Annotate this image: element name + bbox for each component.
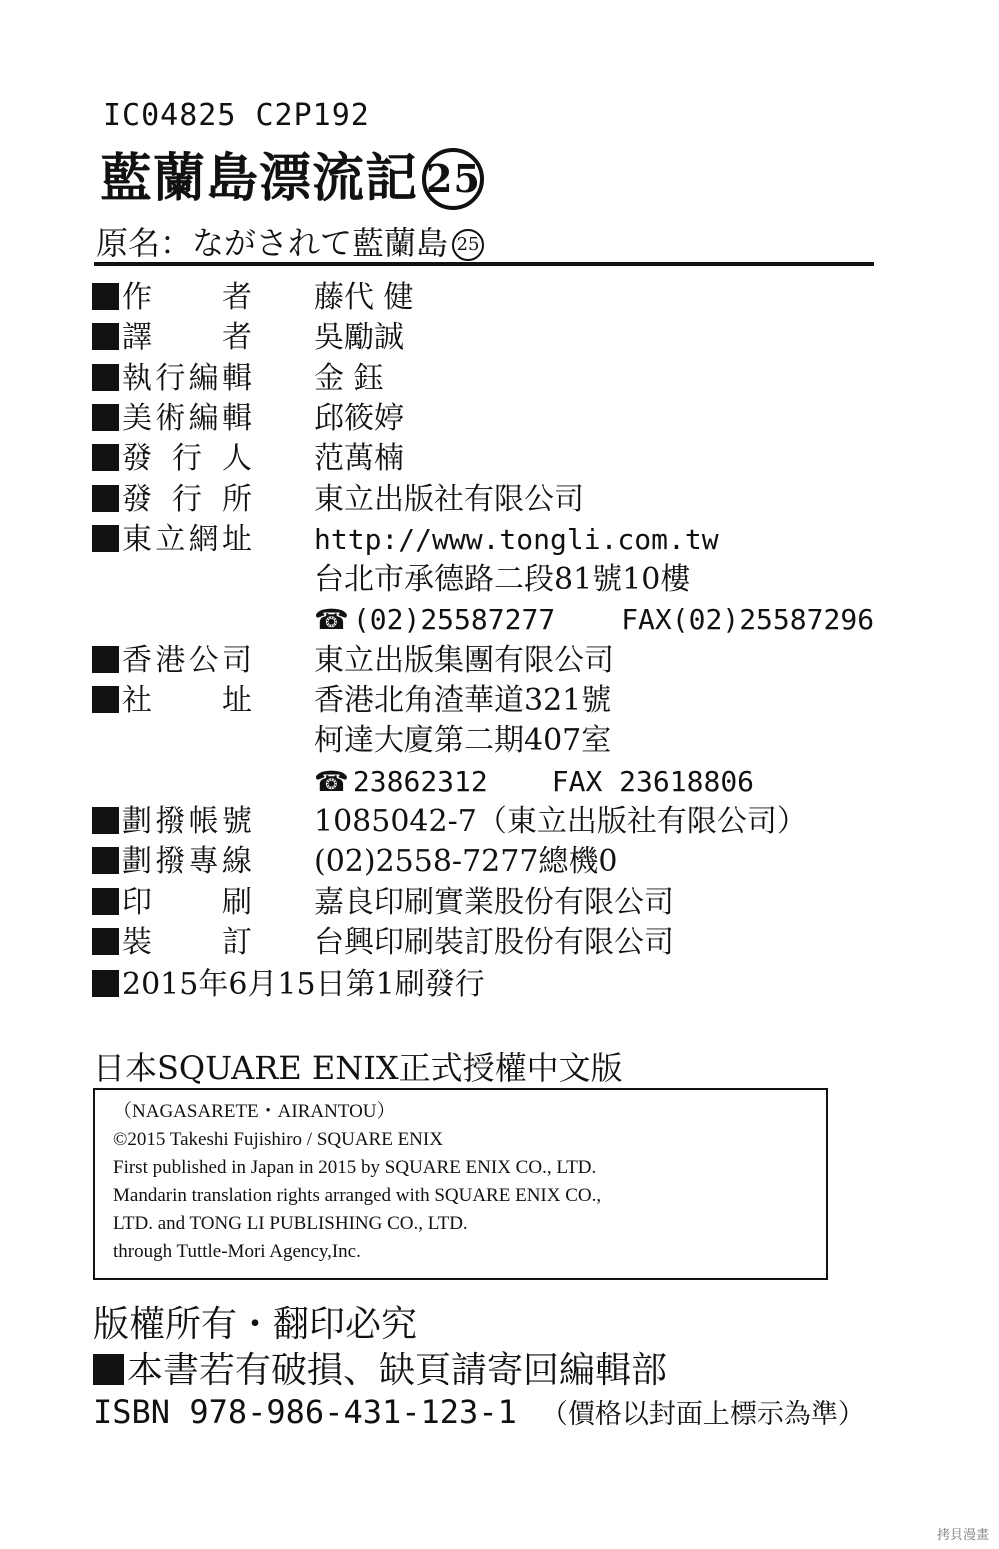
credit-label: 美術編輯	[122, 400, 252, 436]
copyright-lines	[113, 1098, 601, 1266]
phone-number: 23862312	[352, 764, 488, 798]
credit-value: 台北市承德路二段81號10樓	[314, 562, 691, 598]
square-bullet-icon	[92, 323, 119, 350]
credit-label: 劃撥專線	[122, 844, 252, 880]
credit-label: 印刷	[122, 884, 252, 920]
square-bullet-icon	[92, 364, 119, 391]
square-bullet-icon	[92, 970, 119, 997]
credit-row	[92, 681, 612, 721]
credit-value	[314, 600, 874, 640]
credit-label: 發行人	[122, 441, 252, 477]
credit-value: 東立出版社有限公司	[314, 481, 584, 517]
credit-value: 東立出版集團有限公司	[314, 642, 614, 678]
square-bullet-icon	[92, 525, 119, 552]
copyright-line: LTD. and TONG LI PUBLISHING CO., LTD.	[113, 1213, 468, 1234]
phone-number: (02)25587277	[352, 603, 556, 637]
credit-label: 香港公司	[122, 642, 252, 678]
fax-number: FAX 23618806	[551, 764, 755, 798]
credit-label: 執行編輯	[122, 360, 252, 396]
copyright-line: through Tuttle-Mori Agency,Inc.	[113, 1241, 361, 1262]
watermark: 拷貝漫畫	[936, 1528, 989, 1543]
credit-row	[92, 359, 384, 399]
square-bullet-icon	[92, 404, 119, 431]
volume-number: 25	[422, 148, 484, 210]
square-bullet-icon	[92, 888, 119, 915]
credit-value: 香港北角渣華道321號	[314, 683, 612, 718]
credit-label: 發行所	[122, 481, 252, 517]
credit-label: 劃撥帳號	[122, 803, 252, 839]
damage-notice-row	[93, 1342, 667, 1393]
credit-value	[314, 762, 754, 802]
original-title	[96, 218, 484, 264]
credit-value: 1085042-7（東立出版社有限公司）	[314, 803, 807, 839]
copyright-line: （NAGASARETE・AIRANTOU）	[113, 1101, 396, 1122]
book-title	[100, 136, 484, 211]
square-bullet-icon	[92, 686, 119, 713]
credit-value: http://www.tongli.com.tw	[314, 522, 719, 556]
square-bullet-icon	[92, 485, 119, 512]
square-bullet-icon	[92, 847, 119, 874]
copyright-line: ©2015 Takeshi Fujishiro / SQUARE ENIX	[113, 1129, 443, 1150]
credit-row	[92, 399, 404, 439]
license-statement: 日本SQUARE ENIX正式授權中文版	[93, 1049, 623, 1087]
square-bullet-icon	[92, 283, 119, 310]
credit-row	[92, 802, 807, 842]
damage-notice: 本書若有破損、缺頁請寄回編輯部	[127, 1350, 668, 1391]
issue-date-row	[92, 965, 485, 1005]
credit-value: 嘉良印刷實業股份有限公司	[314, 884, 674, 920]
square-bullet-icon	[92, 928, 119, 955]
original-title-text: 原名：ながされて藍蘭島	[96, 224, 449, 262]
square-bullet-icon	[93, 1354, 124, 1385]
credit-label: 裝訂	[122, 924, 252, 960]
rights-reserved: 版權所有・翻印必究	[93, 1304, 418, 1345]
credit-label: 作者	[122, 280, 252, 315]
credit-value: (02)2558-7277總機0	[314, 844, 618, 880]
credit-row	[92, 923, 674, 963]
credit-label: 社址	[122, 683, 252, 718]
isbn-row	[93, 1392, 865, 1431]
title-text: 藍蘭島漂流記	[100, 148, 419, 209]
square-bullet-icon	[92, 807, 119, 834]
credit-value: 吳勵誠	[314, 320, 404, 356]
credit-row	[92, 842, 618, 882]
credit-value: 邱筱婷	[314, 400, 404, 436]
title-divider	[94, 262, 874, 266]
telephone-icon: ☎	[314, 764, 349, 798]
square-bullet-icon	[92, 444, 119, 471]
credit-value: 藤代 健	[314, 280, 414, 315]
credit-value: 柯達大廈第二期407室	[314, 723, 612, 759]
credit-row	[92, 520, 719, 560]
fax-number: FAX(02)25587296	[621, 603, 875, 637]
isbn: ISBN 978-986-431-123-1	[93, 1393, 517, 1431]
original-volume: 25	[452, 229, 484, 261]
credit-row	[92, 278, 414, 318]
copyright-line: First published in Japan in 2015 by SQUARE ENIX CO., LTD.	[113, 1157, 597, 1178]
telephone-icon: ☎	[314, 603, 349, 637]
copyright-box	[93, 1088, 828, 1280]
product-code: IC04825 C2P192	[103, 98, 370, 133]
square-bullet-icon	[92, 646, 119, 673]
credit-value: 台興印刷裝訂股份有限公司	[314, 924, 674, 960]
credit-row	[92, 641, 614, 681]
credit-row	[92, 480, 584, 520]
credit-row	[92, 883, 674, 923]
issue-date: 2015年6月15日第1刷發行	[122, 967, 485, 1002]
credit-label: 譯者	[122, 320, 252, 356]
credit-value: 金 鈺	[314, 360, 384, 396]
price-note: （價格以封面上標示為準）	[540, 1399, 865, 1430]
copyright-line: Mandarin translation rights arranged with SQUARE ENIX CO.,	[113, 1185, 602, 1206]
credit-row	[92, 318, 404, 358]
credit-label: 東立網址	[122, 521, 252, 557]
credit-value: 范萬楠	[314, 441, 404, 477]
credit-row	[92, 439, 404, 479]
